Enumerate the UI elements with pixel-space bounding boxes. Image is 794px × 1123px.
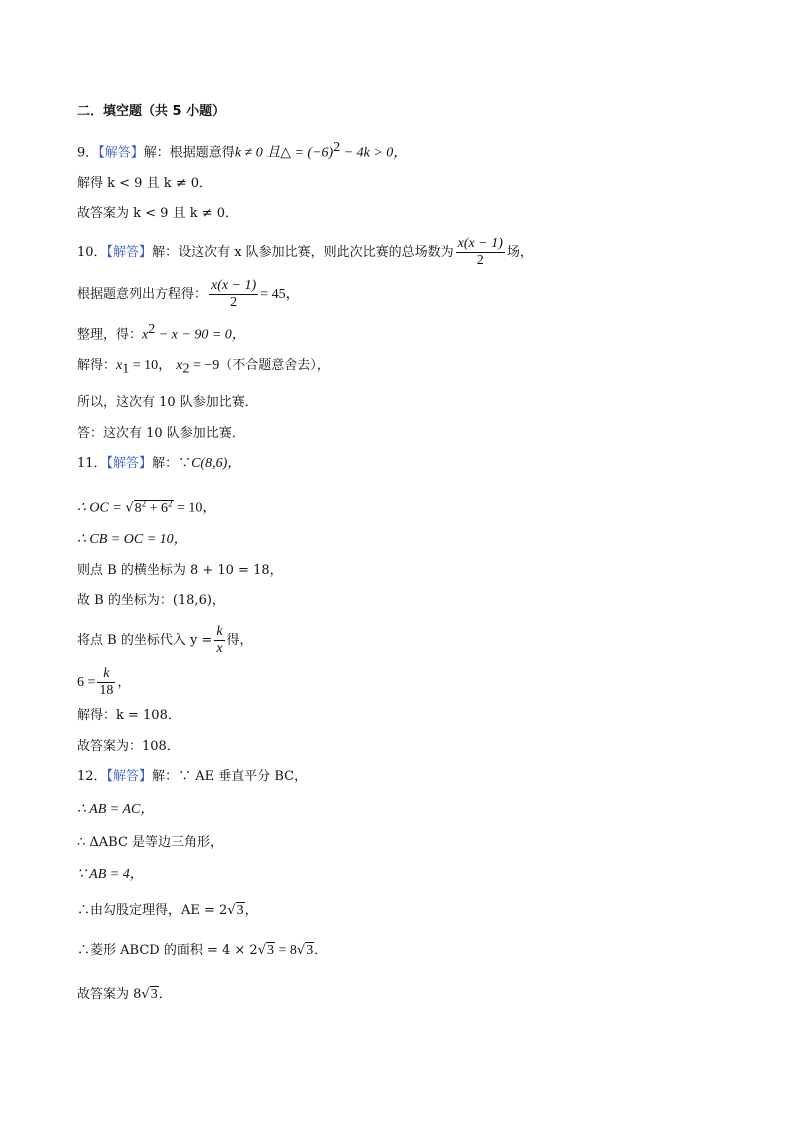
radicand: 3 [150,987,158,1002]
text: 得， [226,633,253,648]
fraction [97,666,115,699]
exponent: 2 [333,140,341,155]
q12-line-6 [77,942,327,960]
sqrt-symbol: √ [296,943,306,958]
q11-line-9: 故答案为：108． [77,739,180,754]
q11-line-1 [77,455,241,473]
q10-line-3 [77,321,246,344]
text: 解：∵ AE 垂直平分 BC， [152,769,308,784]
text: 解：根据题意得 [143,145,235,161]
numerator: x(x − 1) [457,236,503,251]
sqrt-symbol: √ [257,943,266,958]
q11-line-5: 故 B 的坐标为：(18,6)， [77,593,225,608]
text: 故答案为 8 [77,987,142,1002]
math: ∵ AB = 4， [77,867,144,882]
sqrt-symbol: √ [125,500,134,516]
numerator: k [97,666,115,683]
exponent: 2 [148,322,156,337]
radicand [134,494,174,518]
q11-line-7 [77,666,130,699]
math: = 45， [260,287,300,302]
text: 解：∵ [152,456,192,471]
text: ∴菱形 ABCD 的面积 = 4 × 2 [77,943,258,958]
answer-tag: 【解答】 [98,145,144,161]
math: = 10， [173,500,217,516]
q12-line-2 [77,801,154,819]
math: = −9 [189,358,220,373]
fraction [209,278,258,311]
radicand: 3 [266,943,274,958]
text: ． [314,943,328,958]
fraction [214,624,224,657]
fraction [456,236,505,269]
math: ∴ CB = OC = 10， [77,532,188,547]
math: x [176,358,183,373]
q9-line-3: 故答案为 k < 9 且 k ≠ 0． [77,206,239,221]
numerator: x(x − 1) [211,278,257,293]
math: − 4k > 0， [340,145,408,161]
subscript: 1 [122,361,130,377]
q12-line-5 [77,902,258,920]
denominator: 2 [230,295,238,310]
q10-line-5: 所以，这次有 10 队参加比赛． [77,395,258,410]
math: + 6 [146,500,169,516]
exponent: 2 [168,498,173,508]
question-number: 11． [77,456,107,471]
answer-tag: 【解答】 [106,245,153,260]
math: ∴ AB = AC， [77,802,155,817]
text: 根据题意列出方程得： [77,287,208,302]
q11-line-6 [77,624,253,657]
text: 场， [506,245,533,260]
sqrt-symbol: √ [227,903,236,918]
sqrt-symbol: √ [141,987,150,1002]
q12-line-4 [77,866,144,884]
math: 6 = [77,675,96,690]
denominator: x [216,641,223,656]
text: 整理，得： [77,327,143,343]
math: 8 [134,500,142,516]
q11-line-3 [77,531,188,549]
q11-line-8: 解得：k = 108． [77,708,181,723]
text: 解得： [77,358,117,373]
answer-tag: 【解答】 [106,769,153,784]
math: − x − 90 = 0， [155,327,246,343]
q12-line-1 [77,768,307,786]
text: 将点 B 的坐标代入 y = [77,633,213,648]
question-number: 10． [77,245,107,260]
numerator: k [216,624,223,639]
math: = 10， [129,358,173,373]
subscript: 2 [182,361,190,377]
q10-line-1 [77,236,533,269]
radicand: 3 [306,943,314,958]
math: k ≠ 0 且△ = (−6) [234,145,334,161]
text: ． [158,987,172,1002]
q11-line-4: 则点 B 的横坐标为 8 + 10 = 18， [77,563,283,578]
q12-line-3: ∴ ΔABC 是等边三角形， [77,835,224,850]
math: ∴ OC = [77,500,126,516]
math: = 8 [274,943,297,958]
text: ， [244,903,258,918]
math: C(8,6)， [191,456,242,471]
section-title: 二．填空题（共 5 小题） [77,104,226,119]
denominator: 2 [476,253,484,268]
q9-line-2: 解得 k < 9 且 k ≠ 0． [77,176,213,191]
q12-line-7 [77,986,172,1004]
text: ， [117,675,131,690]
q10-line-6: 答：这次有 10 队参加比赛． [77,426,245,441]
math: x [142,327,149,343]
radicand: 3 [236,903,244,918]
denominator: 18 [99,683,114,698]
q10-line-2 [77,278,300,311]
math: x [116,358,123,373]
q9-line-1 [77,139,407,162]
question-number: 12． [77,769,107,784]
q10-line-4 [77,357,330,379]
text: ∴由勾股定理得，AE = 2 [77,903,228,918]
question-number: 9． [77,145,99,161]
exponent: 2 [141,498,147,508]
text: （不合题意舍去）， [219,358,330,373]
text: 解：设这次有 x 队参加比赛，则此次比赛的总场数为 [152,245,454,260]
answer-tag: 【解答】 [106,456,153,471]
q11-line-2 [77,494,216,518]
